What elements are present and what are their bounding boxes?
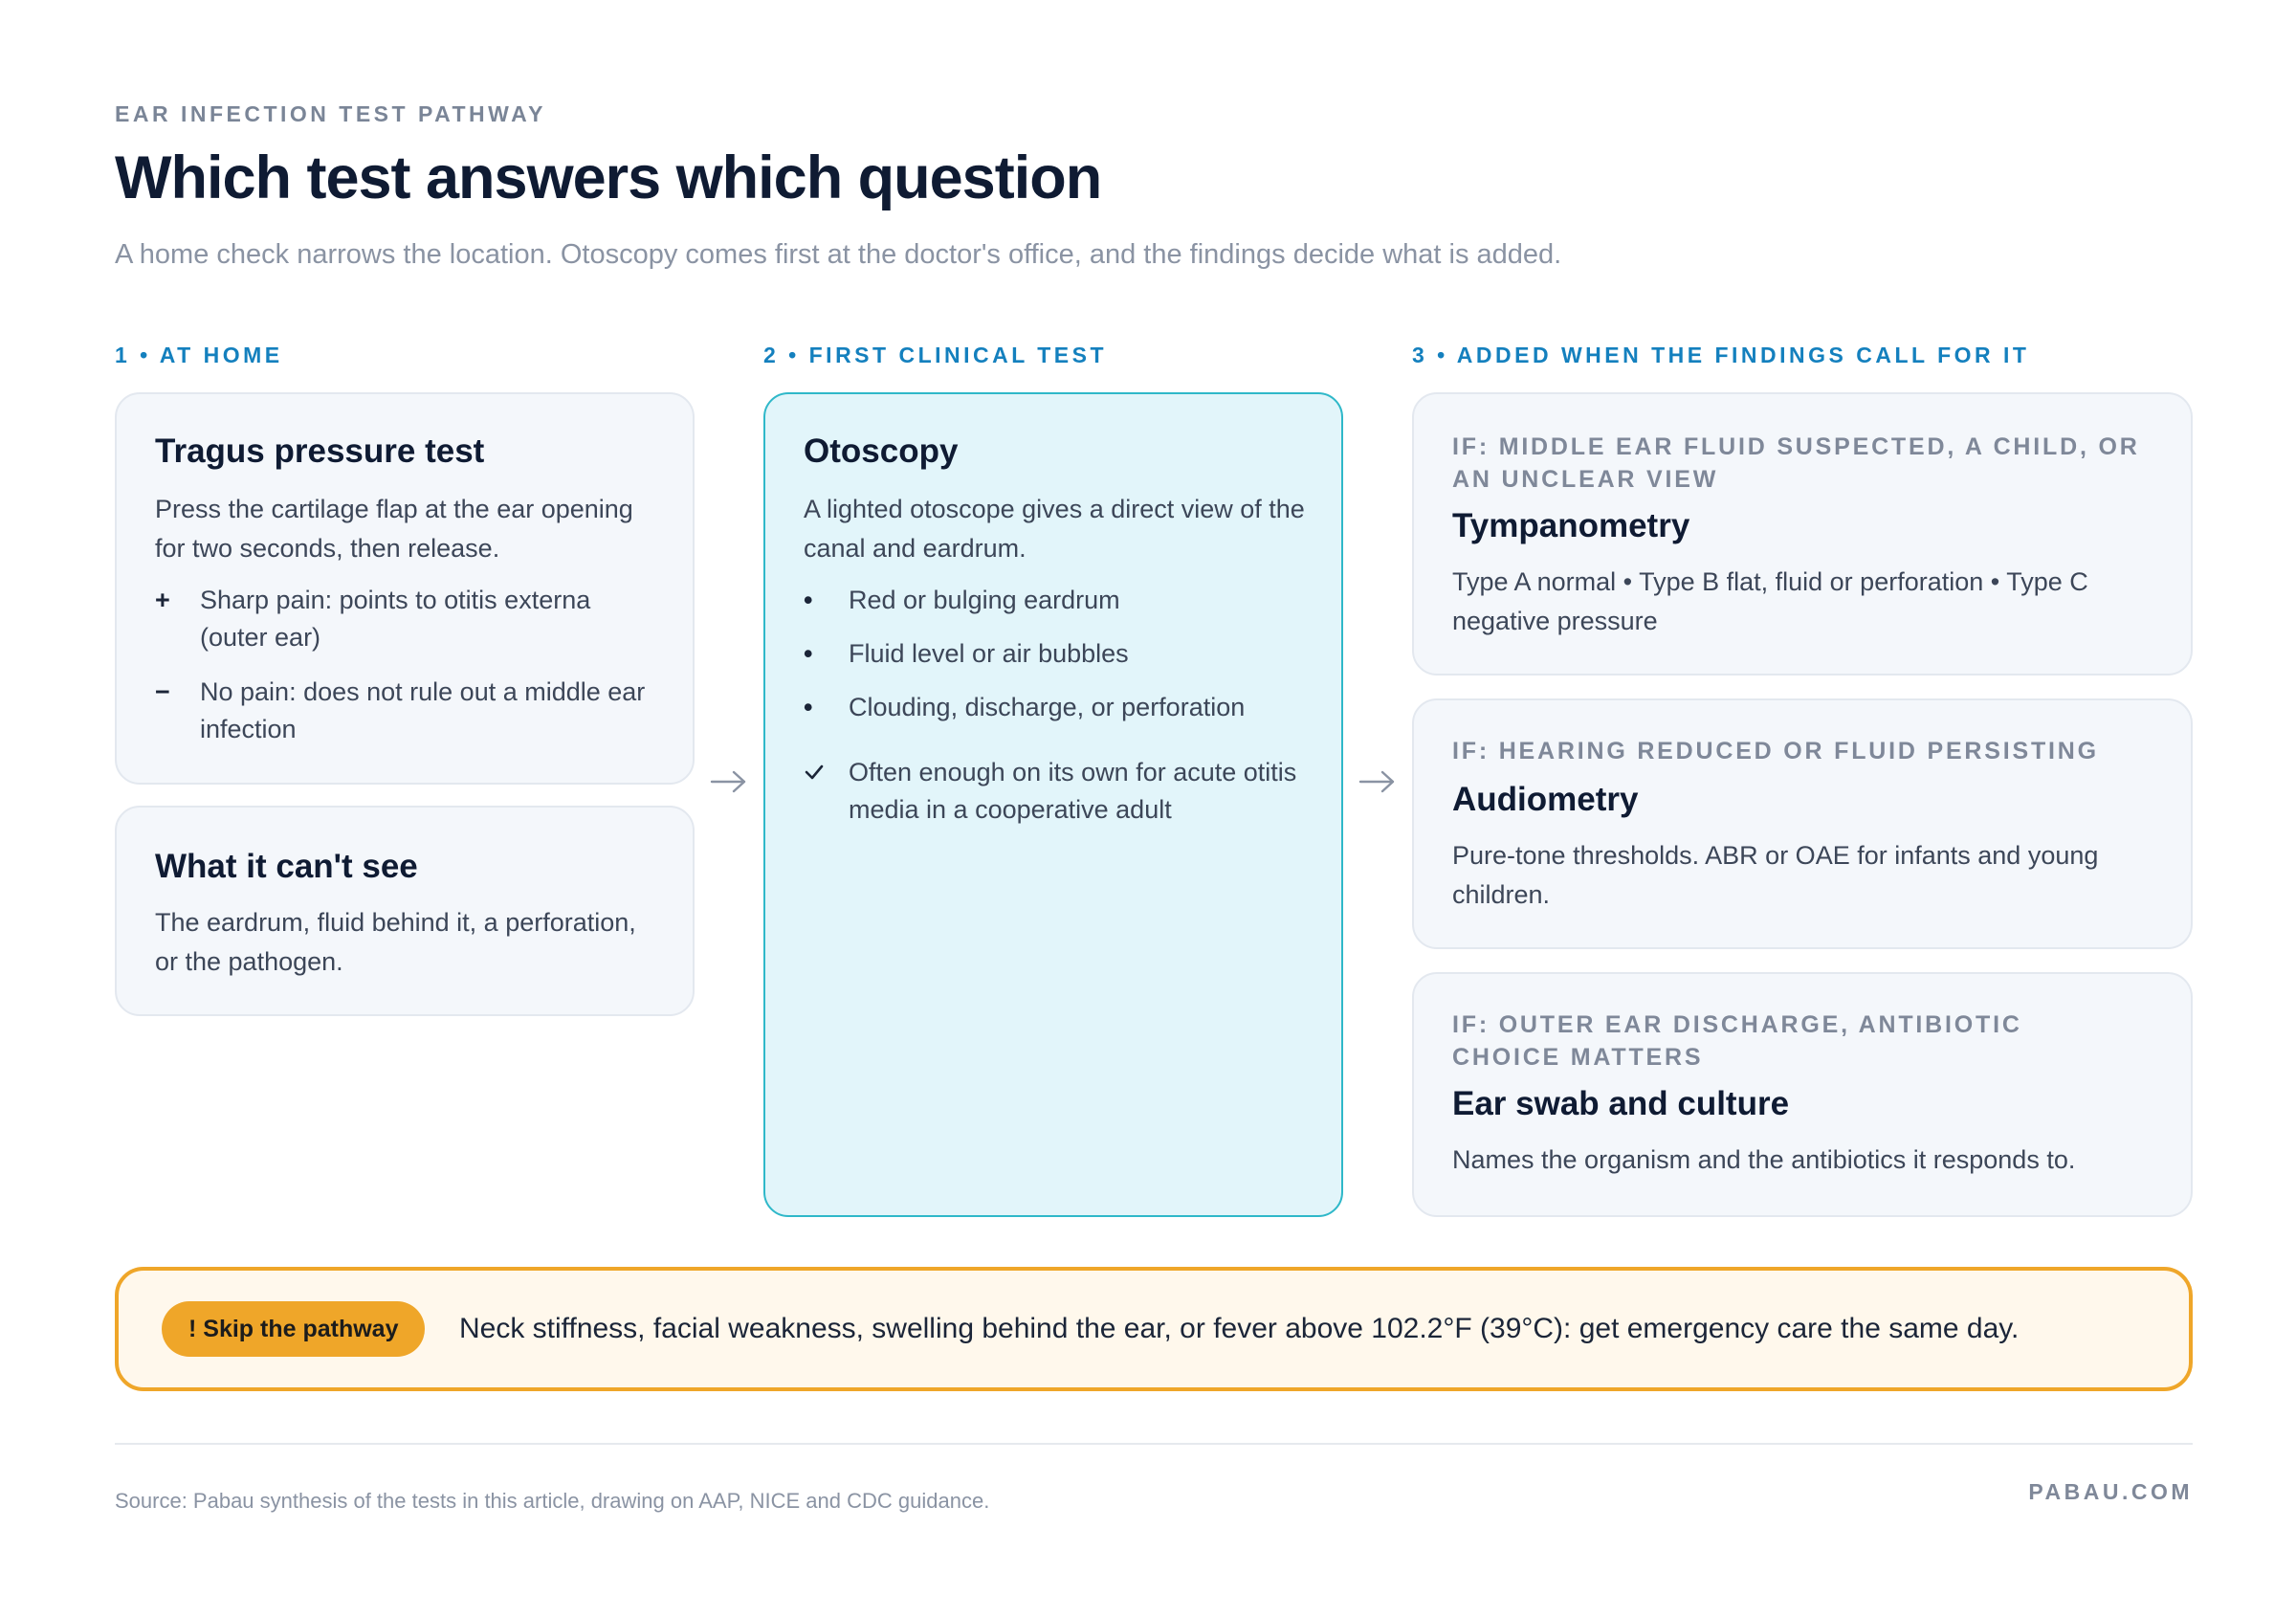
- tragus-result-positive: [155, 582, 658, 656]
- audiometry-title: Audiometry: [1452, 781, 1639, 818]
- source-note: Source: Pabau synthesis of the tests in this article, drawing on AAP, NICE and CDC guidance.: [115, 1489, 990, 1513]
- otoscopy-title: Otoscopy: [804, 432, 959, 470]
- column-heading-added: 3 • ADDED WHEN THE FINDINGS CALL FOR IT: [1412, 343, 2030, 367]
- bullet-icon: •: [804, 586, 813, 614]
- otoscopy-sufficiency-text: Often enough on its own for acute otitis media in a cooperative adult: [849, 758, 1297, 824]
- page-title: Which test answers which question: [115, 144, 1102, 211]
- audiometry-condition: IF: HEARING REDUCED OR FLUID PERSISTING: [1452, 738, 2099, 764]
- column-heading-clinical: 2 • FIRST CLINICAL TEST: [763, 343, 1108, 367]
- emergency-alert-text: Neck stiffness, facial weakness, swelling behind the ear, or fever above 102.2°F (39°C): get emergency care the same day.: [459, 1313, 2020, 1344]
- page-subtitle: A home check narrows the location. Otoscopy comes first at the doctor's office, and the findings decide what is added.: [115, 239, 1562, 270]
- tympanometry-card: [1412, 392, 2193, 676]
- tragus-test-card: [115, 392, 695, 785]
- checkmark-icon: [804, 762, 825, 783]
- ear-swab-condition: IF: OUTER EAR DISCHARGE, ANTIBIOTIC CHOICE MATTERS: [1452, 1011, 2022, 1071]
- audiometry-text: Pure-tone thresholds. ABR or OAE for infants and young children.: [1452, 841, 2099, 909]
- bullet-icon: •: [804, 639, 813, 668]
- otoscopy-finding: [804, 635, 1307, 673]
- audiometry-card: [1412, 698, 2193, 949]
- tragus-result-negative: [155, 674, 658, 748]
- tragus-test-description: Press the cartilage flap at the ear opening for two seconds, then release.: [155, 495, 633, 563]
- otoscopy-finding-text: Fluid level or air bubbles: [849, 639, 1129, 668]
- ear-swab-text: Names the organism and the antibiotics it responds to.: [1452, 1145, 2076, 1174]
- otoscopy-description: A lighted otoscope gives a direct view of the canal and eardrum.: [804, 495, 1305, 563]
- otoscopy-card: [763, 392, 1343, 1217]
- column-heading-home: 1 • AT HOME: [115, 343, 283, 367]
- plus-icon: +: [155, 586, 170, 614]
- footer-divider: [115, 1443, 2193, 1445]
- bullet-icon: •: [804, 693, 813, 721]
- tympanometry-condition: IF: MIDDLE EAR FLUID SUSPECTED, A CHILD, OR AN UNCLEAR VIEW: [1452, 433, 2140, 493]
- eyebrow-label: EAR INFECTION TEST PATHWAY: [115, 101, 546, 126]
- arrow-right-icon: [1358, 767, 1397, 796]
- limits-card: [115, 806, 695, 1016]
- tympanometry-title: Tympanometry: [1452, 507, 1690, 544]
- skip-pathway-badge: ! Skip the pathway: [162, 1301, 425, 1357]
- tragus-test-title: Tragus pressure test: [155, 432, 485, 470]
- limits-text: The eardrum, fluid behind it, a perforation, or the pathogen.: [155, 908, 636, 976]
- limits-title: What it can't see: [155, 848, 418, 885]
- otoscopy-finding: [804, 582, 1307, 619]
- ear-swab-card: [1412, 972, 2193, 1217]
- otoscopy-finding-text: Red or bulging eardrum: [849, 586, 1120, 614]
- emergency-alert: [115, 1267, 2193, 1391]
- ear-swab-title: Ear swab and culture: [1452, 1085, 1790, 1122]
- minus-icon: −: [155, 677, 170, 706]
- tragus-result-positive-text: Sharp pain: points to otitis externa (outer ear): [200, 586, 591, 652]
- otoscopy-sufficiency-note: [804, 754, 1307, 829]
- otoscopy-finding-text: Clouding, discharge, or perforation: [849, 693, 1246, 721]
- brand-wordmark: PABAU.COM: [2028, 1479, 2193, 1504]
- otoscopy-finding: [804, 689, 1307, 726]
- tragus-result-negative-text: No pain: does not rule out a middle ear infection: [200, 677, 646, 743]
- arrow-right-icon: [710, 767, 748, 796]
- tympanometry-text: Type A normal • Type B flat, fluid or perforation • Type C negative pressure: [1452, 567, 2088, 635]
